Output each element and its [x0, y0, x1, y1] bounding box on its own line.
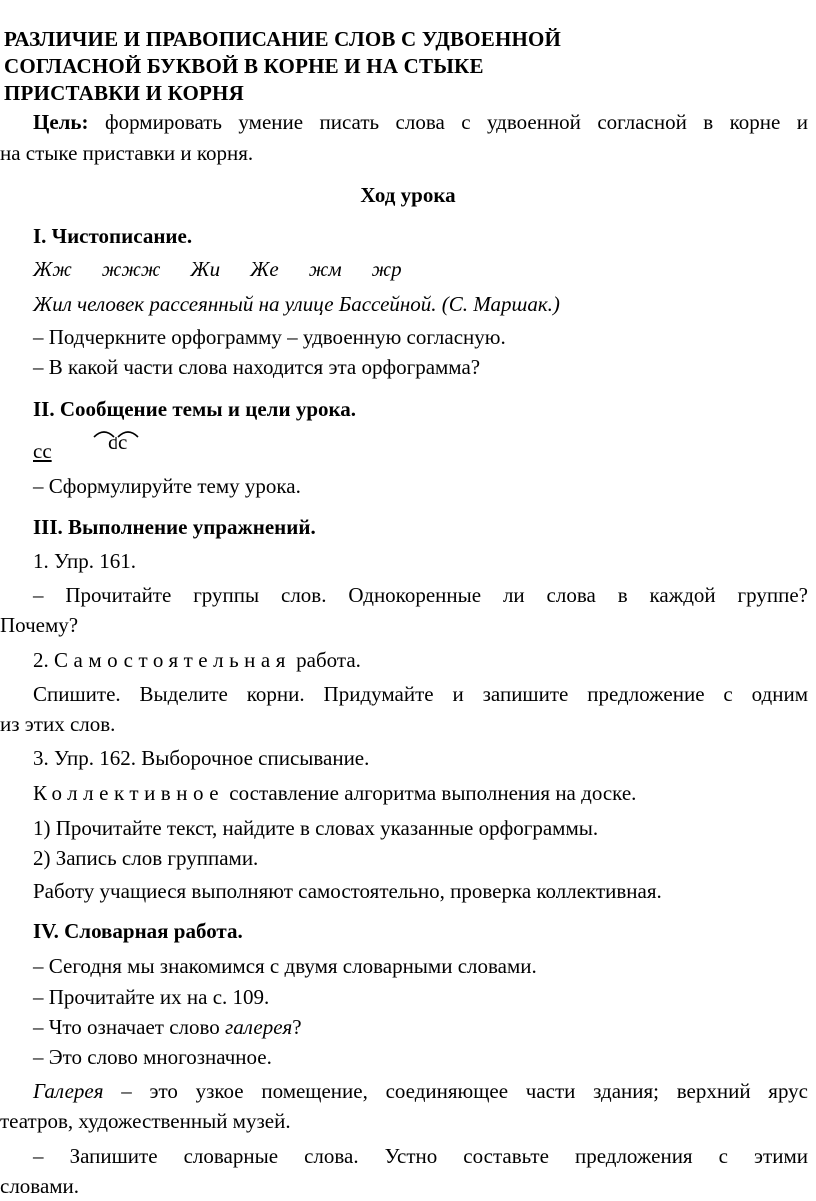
- letter-group: жм: [308, 257, 342, 281]
- exercise-item: 1. Упр. 161.: [33, 549, 137, 573]
- exercise-rest: работа.: [296, 648, 361, 672]
- spaced-word: Самостоятельная: [54, 648, 291, 672]
- step-item: 1) Прочитайте текст, найдите в словах указанные орфограммы.: [33, 816, 599, 840]
- letter-group: жжж: [101, 257, 161, 281]
- letter-group: Жж: [33, 257, 72, 281]
- collective-rest: составление алгоритма выполнения на доске.: [229, 781, 637, 805]
- section-heading: III. Выполнение упражнений.: [33, 515, 316, 539]
- title-line: СОГЛАСНОЙ БУКВОЙ В КОРНЕ И НА СТЫКЕ: [4, 54, 484, 78]
- penmanship-quote: Жил человек рассеянный на улице Бассейной. (С. Маршак.): [33, 292, 560, 316]
- section-heading: II. Сообщение темы и цели урока.: [33, 397, 357, 421]
- title-line: ПРИСТАВКИ И КОРНЯ: [4, 81, 244, 105]
- section-heading: I. Чистописание.: [33, 224, 193, 248]
- question: – Это слово многозначное.: [33, 1045, 272, 1069]
- task-line: из этих слов.: [0, 712, 116, 736]
- letter-group: Жи: [190, 257, 221, 281]
- definition-line: театров, художественный музей.: [0, 1109, 291, 1133]
- goal-line-2: на стыке приставки и корня.: [0, 141, 254, 165]
- letter-c-right: с: [118, 430, 128, 454]
- goal-label: Цель:: [33, 110, 89, 134]
- letter-group: жр: [371, 257, 402, 281]
- section-heading: IV. Словарная работа.: [33, 919, 243, 943]
- goal-line-1: [0, 107, 808, 137]
- definition-text: – это узкое помещение, соединяющее части здания; верхний ярус: [103, 1079, 808, 1103]
- lesson-heading: Ход урока: [360, 183, 456, 207]
- double-consonant: сс: [33, 439, 52, 463]
- question: – Подчеркните орфограмму – удвоенную согласную.: [33, 325, 506, 349]
- definition-line: [0, 1076, 808, 1106]
- step-item: 2) Запись слов группами.: [33, 846, 259, 870]
- definition-word: Галерея: [33, 1079, 104, 1103]
- spaced-word: Коллективное: [33, 781, 225, 805]
- orthogram-row: [33, 436, 52, 466]
- question: – Прочитайте их на с. 109.: [33, 985, 270, 1009]
- title-line: РАЗЛИЧИЕ И ПРАВОПИСАНИЕ СЛОВ С УДВОЕННОЙ: [4, 27, 562, 51]
- page-title: [4, 26, 784, 107]
- question-mark: ?: [292, 1015, 302, 1039]
- question: – Сформулируйте тему урока.: [33, 474, 301, 498]
- letter-group: Же: [250, 257, 279, 281]
- penmanship-letters: [33, 254, 402, 284]
- final-task-line: – Запишите словарные слова. Устно составьте предложения с этими: [33, 1144, 808, 1168]
- exercise-number: 2.: [33, 648, 49, 672]
- exercise-item: 3. Упр. 162. Выборочное списывание.: [33, 746, 370, 770]
- question: – В какой части слова находится эта орфограмма?: [33, 355, 481, 379]
- exercise-question-line: – Прочитайте группы слов. Однокоренные ли слова в каждой группе?: [33, 583, 808, 607]
- letter-c-left: с: [108, 430, 118, 454]
- vocab-word: галерея: [225, 1015, 293, 1039]
- task-line: Спишите. Выделите корни. Придумайте и запишите предложение с одним: [33, 682, 808, 706]
- question: – Сегодня мы знакомимся с двумя словарными словами.: [33, 954, 537, 978]
- exercise-item: [33, 645, 361, 675]
- exercise-question-line: Почему?: [0, 613, 79, 637]
- self-work-line: Работу учащиеся выполняют самостоятельно, проверка коллективная.: [33, 879, 662, 903]
- final-task-line: словами.: [0, 1174, 80, 1198]
- goal-text: формировать умение писать слова с удвоенной согласной в корне и: [105, 110, 809, 134]
- question: [33, 1012, 302, 1042]
- collective-line: [33, 778, 636, 808]
- question-text: – Что означает слово: [33, 1015, 226, 1039]
